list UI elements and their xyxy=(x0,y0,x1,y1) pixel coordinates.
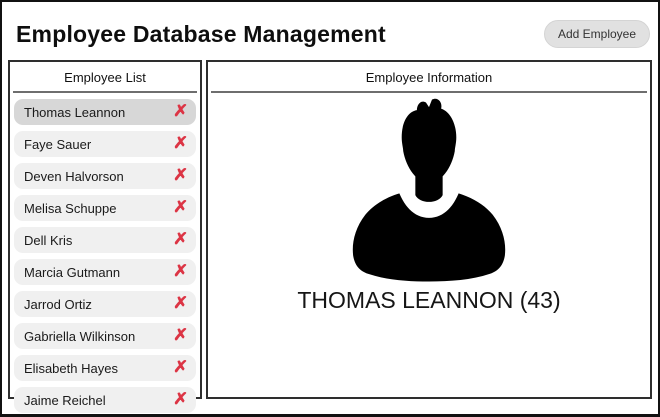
delete-employee-icon[interactable]: ✗ xyxy=(172,199,189,216)
delete-employee-icon[interactable]: ✗ xyxy=(172,327,189,344)
employee-name-label: Melisa Schuppe xyxy=(24,200,117,216)
main-content xyxy=(8,60,652,408)
employee-name-label: Marcia Gutmann xyxy=(24,264,121,280)
add-employee-button[interactable]: Add Employee xyxy=(544,20,650,48)
employee-list-item[interactable] xyxy=(14,131,196,157)
employee-list-item[interactable] xyxy=(14,355,196,381)
app-header xyxy=(2,2,658,60)
employee-list-item[interactable] xyxy=(14,387,196,413)
employee-list-item[interactable] xyxy=(14,99,196,125)
employee-info-panel xyxy=(206,60,652,399)
employee-list-item[interactable] xyxy=(14,195,196,221)
delete-employee-icon[interactable]: ✗ xyxy=(172,295,189,312)
delete-employee-icon[interactable]: ✗ xyxy=(172,359,189,376)
employee-name-label: Gabriella Wilkinson xyxy=(24,328,136,344)
delete-employee-icon[interactable]: ✗ xyxy=(172,135,189,152)
employee-list-item[interactable] xyxy=(14,163,196,189)
employee-name-label: Dell Kris xyxy=(24,232,73,248)
employee-name-label: Jaime Reichel xyxy=(24,392,106,408)
employee-name-label: Jarrod Ortiz xyxy=(24,296,92,312)
employee-name-label: Elisabeth Hayes xyxy=(24,360,118,376)
employee-list xyxy=(10,93,200,413)
delete-employee-icon[interactable]: ✗ xyxy=(172,231,189,248)
employee-list-title: Employee List xyxy=(64,70,146,85)
employee-name-label: Thomas Leannon xyxy=(24,104,126,120)
employee-list-panel xyxy=(8,60,202,408)
delete-employee-icon[interactable]: ✗ xyxy=(172,167,189,184)
employee-list-item[interactable] xyxy=(14,323,196,349)
delete-employee-icon[interactable]: ✗ xyxy=(172,391,189,408)
delete-employee-icon[interactable]: ✗ xyxy=(172,263,189,280)
delete-employee-icon[interactable]: ✗ xyxy=(172,103,189,120)
employee-list-item[interactable] xyxy=(14,227,196,253)
employee-list-item[interactable] xyxy=(14,259,196,285)
employee-name-label: Deven Halvorson xyxy=(24,168,124,184)
employee-full-name: THOMAS LEANNON (43) xyxy=(297,287,561,313)
person-silhouette-icon xyxy=(338,94,520,284)
page-title: Employee Database Management xyxy=(16,20,386,47)
employee-info-title: Employee Information xyxy=(365,70,493,85)
employee-info-body xyxy=(208,93,650,397)
employee-name-label: Faye Sauer xyxy=(24,136,92,152)
employee-list-item[interactable] xyxy=(14,291,196,317)
